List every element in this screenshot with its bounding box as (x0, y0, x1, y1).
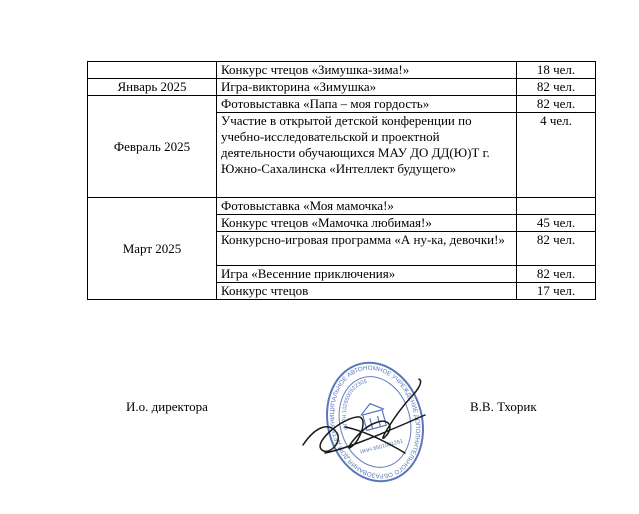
event-cell: Игра-викторина «Зимушка» (217, 79, 517, 96)
official-stamp (285, 357, 465, 487)
count-cell: 17 чел. (517, 283, 596, 300)
count-cell: 82 чел. (517, 96, 596, 113)
stamp-inn: ИНН 6501001261 (359, 438, 404, 456)
stamp-text: МУНИЦИПАЛЬНОЕ АВТОНОМНОЕ УЧРЕЖДЕНИЕ ДОПОЛНИТЕЛЬНОГО ОБРАЗОВАНИЯ ДОМ ДЕТСКОГО (328, 364, 422, 480)
signatory-position: И.о. директора (126, 399, 208, 414)
count-cell: 18 чел. (517, 62, 596, 79)
count-cell: 45 чел. (517, 215, 596, 232)
count-cell: 82 чел. (517, 232, 596, 266)
table-row (88, 62, 596, 79)
count-cell: 82 чел. (517, 79, 596, 96)
month-cell: Январь 2025 (88, 79, 217, 96)
event-cell: Конкурсно-игровая программа «А ну-ка, девочки!» (217, 232, 517, 266)
event-cell: Участие в открытой детской конференции по учебно-исследовательской и проектной деятельности обучающихся МАУ ДО ДД(Ю)Т г. Южно-Сахалинска «Интеллект будущего» (217, 113, 517, 198)
event-cell: Конкурс чтецов «Зимушка-зима!» (217, 62, 517, 79)
table-row (88, 79, 596, 96)
event-cell: Игра «Весенние приключения» (217, 266, 517, 283)
events-table (87, 61, 596, 300)
month-cell: Февраль 2025 (88, 96, 217, 198)
event-cell: Конкурс чтецов (217, 283, 517, 300)
event-cell: Конкурс чтецов «Мамочка любимая!» (217, 215, 517, 232)
stamp-ogrn: ОГРН 1026500522305 (342, 378, 368, 431)
count-cell: 82 чел. (517, 266, 596, 283)
month-cell: Март 2025 (88, 198, 217, 300)
month-cell (88, 62, 217, 79)
table-row (88, 96, 596, 113)
event-cell: Фотовыставка «Папа – моя гордость» (217, 96, 517, 113)
table-row (88, 198, 596, 215)
signatory-name: В.В. Тхорик (470, 399, 537, 414)
count-cell (517, 198, 596, 215)
event-cell: Фотовыставка «Моя мамочка!» (217, 198, 517, 215)
count-cell: 4 чел. (517, 113, 596, 198)
